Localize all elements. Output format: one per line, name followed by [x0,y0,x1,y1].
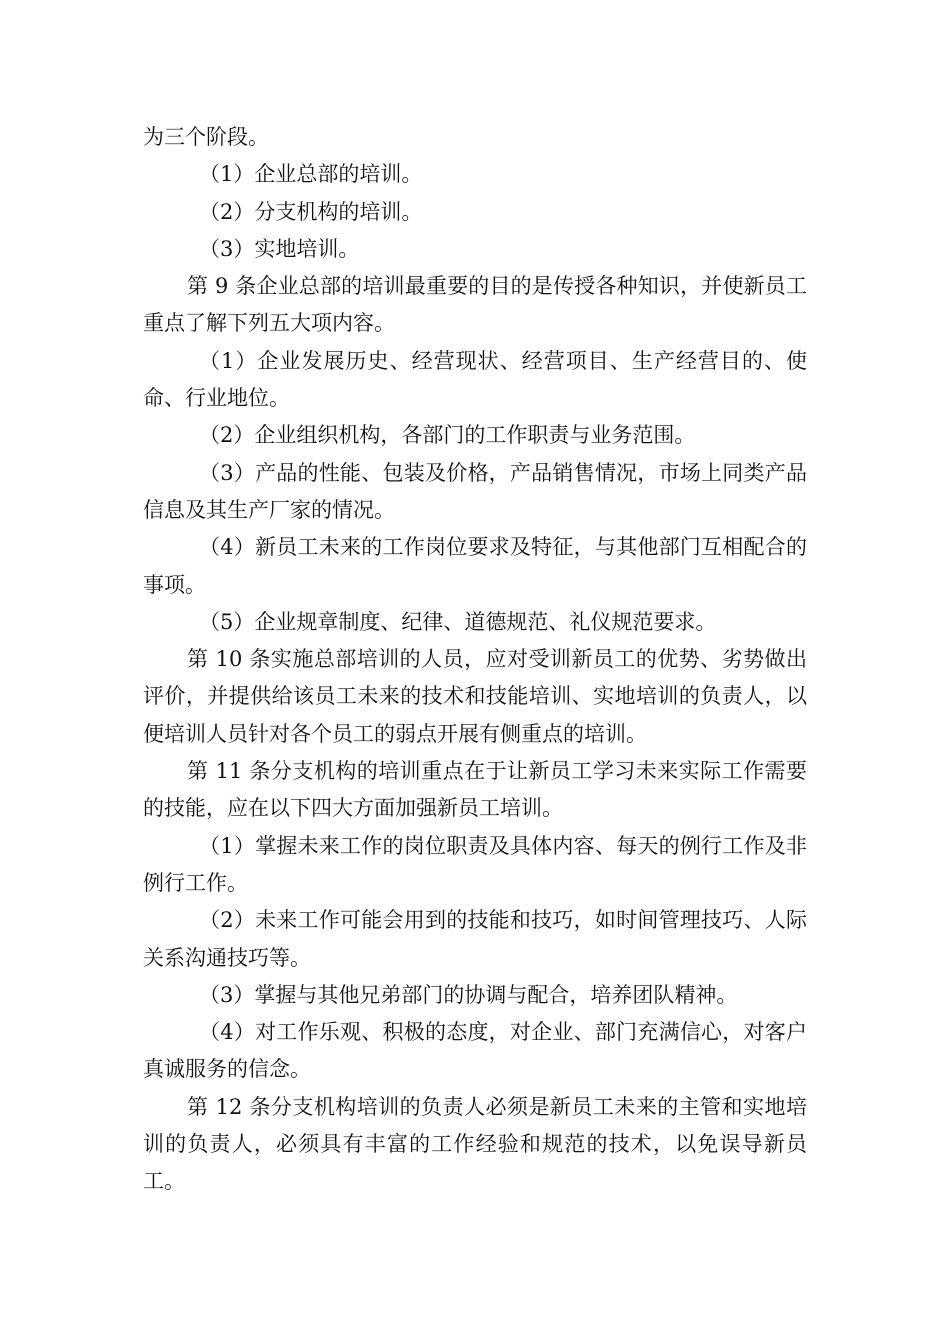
list-item: （3）产品的性能、包装及价格，产品销售情况，市场上同类产品信息及其生产厂家的情况。 [143,460,807,522]
list-item: （1）掌握未来工作的岗位职责及具体内容、每天的例行工作及非例行工作。 [143,833,807,895]
list-item: （2）未来工作可能会用到的技能和技巧，如时间管理技巧、人际关系沟通技巧等。 [143,908,807,970]
document-page [143,119,807,1201]
list-item: （2）企业组织机构，各部门的工作职责与业务范围。 [199,423,696,448]
article-11-paragraph: 第 11 条分支机构的培训重点在于让新员工学习未来实际工作需要的技能，应在以下四大方面加强新员工培训。 [143,759,807,821]
list-item: （3）实地培训。 [199,236,360,261]
article-10-paragraph: 第 10 条实施总部培训的人员，应对受训新员工的优势、劣势做出评价，并提供给该员工未来的技术和技能培训、实地培训的负责人，以便培训人员针对各个员工的弱点开展有侧重点的培训。 [143,647,807,746]
list-item: （5）企业规章制度、纪律、道德规范、礼仪规范要求。 [199,609,717,634]
article-9-paragraph: 第 9 条企业总部的培训最重要的目的是传授各种知识，并使新员工重点了解下列五大项内容。 [143,274,807,336]
list-item: （1）企业发展历史、经营现状、经营项目、生产经营目的、使命、行业地位。 [143,348,807,411]
list-item: （4）对工作乐观、积极的态度，对企业、部门充满信心，对客户真诚服务的信念。 [143,1020,807,1082]
list-item: （2）分支机构的培训。 [199,199,423,224]
article-12-paragraph: 第 12 条分支机构培训的负责人必须是新员工未来的主管和实地培训的负责人，必须具有丰富的工作经验和规范的技术，以免误导新员工。 [143,1094,807,1194]
list-item: （1）企业总部的培训。 [199,162,423,187]
list-item: （3）掌握与其他兄弟部门的协调与配合，培养团队精神。 [199,982,738,1007]
list-item: （4）新员工未来的工作岗位要求及特征，与其他部门互相配合的事项。 [143,535,807,597]
paragraph-continuation: 为三个阶段。 [143,125,269,149]
